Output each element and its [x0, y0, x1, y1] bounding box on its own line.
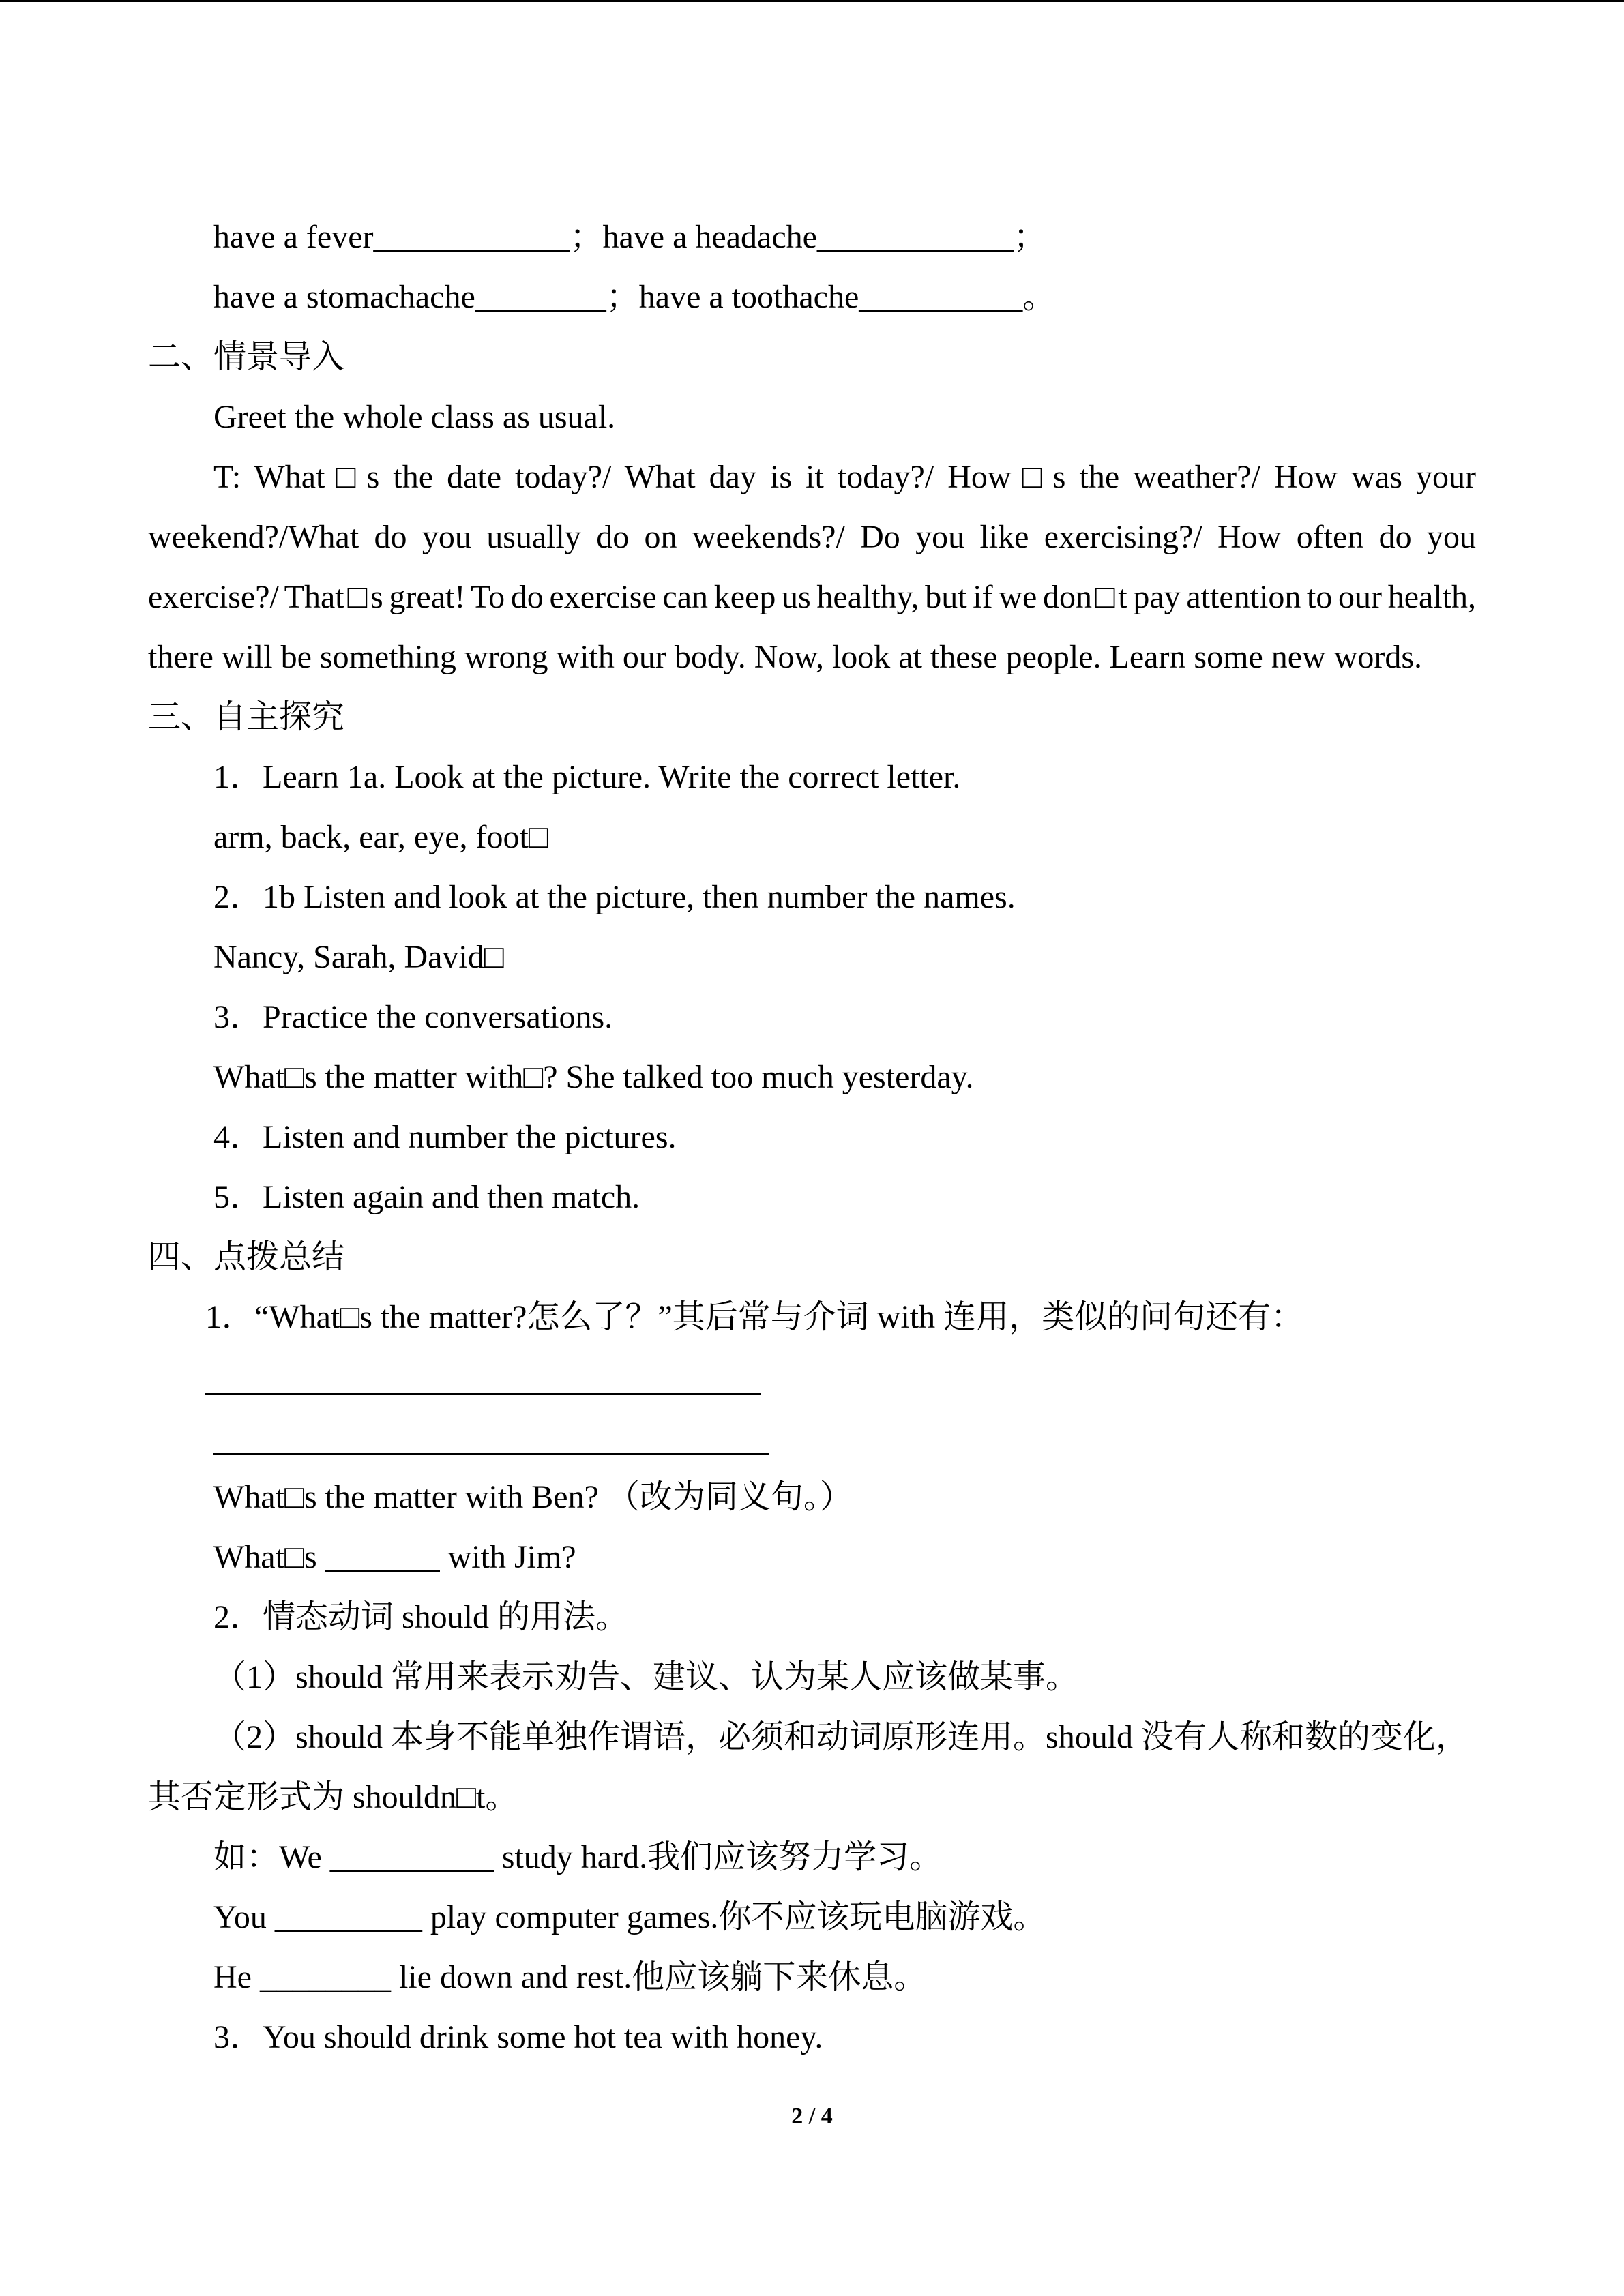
- exercise-prompt: What□s the matter with Ben? （改为同义句。）: [213, 1479, 853, 1515]
- task-line: 5．Listen again and then match.: [213, 1179, 640, 1215]
- answer-underline: [213, 1453, 769, 1455]
- task-detail: What□s the matter with□? She talked too much yesterday.: [213, 1059, 974, 1095]
- page-content: [0, 207, 1624, 2068]
- answer-underline: [205, 1393, 761, 1395]
- task-detail: Nancy, Sarah, David□: [213, 939, 504, 975]
- vocab-line: have a stomachache________；have a toothache__________。: [213, 279, 1056, 315]
- task-line: 2．1b Listen and look at the picture, then number the names.: [213, 879, 1016, 915]
- example-line: He ________ lie down and rest.他应该躺下来休息。: [213, 1959, 927, 1995]
- rule-line: 其否定形式为 shouldn□t。: [148, 1779, 518, 1815]
- section-heading: 二、情景导入: [148, 339, 345, 375]
- paragraph-line: there will be something wrong with our body. Now, look at these people. Learn some new words.: [148, 639, 1423, 675]
- paragraph-line: T: What□s the date today?/ What day is it today?/ How□s the weather?/ How was your: [213, 459, 1476, 495]
- section-heading: 三、自主探究: [148, 699, 345, 735]
- rule-line: （1）should 常用来表示劝告、建议、认为某人应该做某事。: [213, 1659, 1079, 1695]
- exercise-answer: What□s _______ with Jim?: [213, 1539, 576, 1575]
- page-number: 2 / 4: [791, 2104, 833, 2129]
- point-title: 1．“What□s the matter?怎么了？”其后常与介词 with 连用，类似的问句还有：: [205, 1299, 1304, 1335]
- example-line: You _________ play computer games.你不应该玩电脑游戏。: [213, 1899, 1046, 1935]
- section-heading: 四、点拨总结: [148, 1239, 345, 1275]
- task-detail: arm, back, ear, eye, foot□: [213, 819, 548, 855]
- task-line: 1．Learn 1a. Look at the picture. Write the correct letter.: [213, 759, 961, 795]
- paragraph-line: Greet the whole class as usual.: [213, 399, 616, 435]
- paragraph-line: weekend?/What do you usually do on weekends?/ Do you like exercising?/ How often do you: [148, 519, 1476, 555]
- example-line: 如：We __________ study hard.我们应该努力学习。: [213, 1839, 943, 1875]
- top-border: [0, 0, 1624, 2]
- task-line: 4．Listen and number the pictures.: [213, 1119, 677, 1155]
- answer-blank-line: [0, 1347, 1624, 1407]
- answer-blank-line: [0, 1407, 1624, 1467]
- paragraph-line: exercise?/ That□s great! To do exercise can keep us healthy, but if we don□t pay attention to our health,: [148, 579, 1476, 615]
- point-title: 3．You should drink some hot tea with honey.: [213, 2019, 823, 2055]
- point-title: 2．情态动词 should 的用法。: [213, 1599, 629, 1635]
- vocab-line: have a fever____________；have a headache____________；: [213, 219, 1046, 255]
- task-line: 3．Practice the conversations.: [213, 999, 613, 1035]
- rule-line: （2）should 本身不能单独作谓语，必须和动词原形连用。should 没有人称和数的变化，: [213, 1719, 1469, 1755]
